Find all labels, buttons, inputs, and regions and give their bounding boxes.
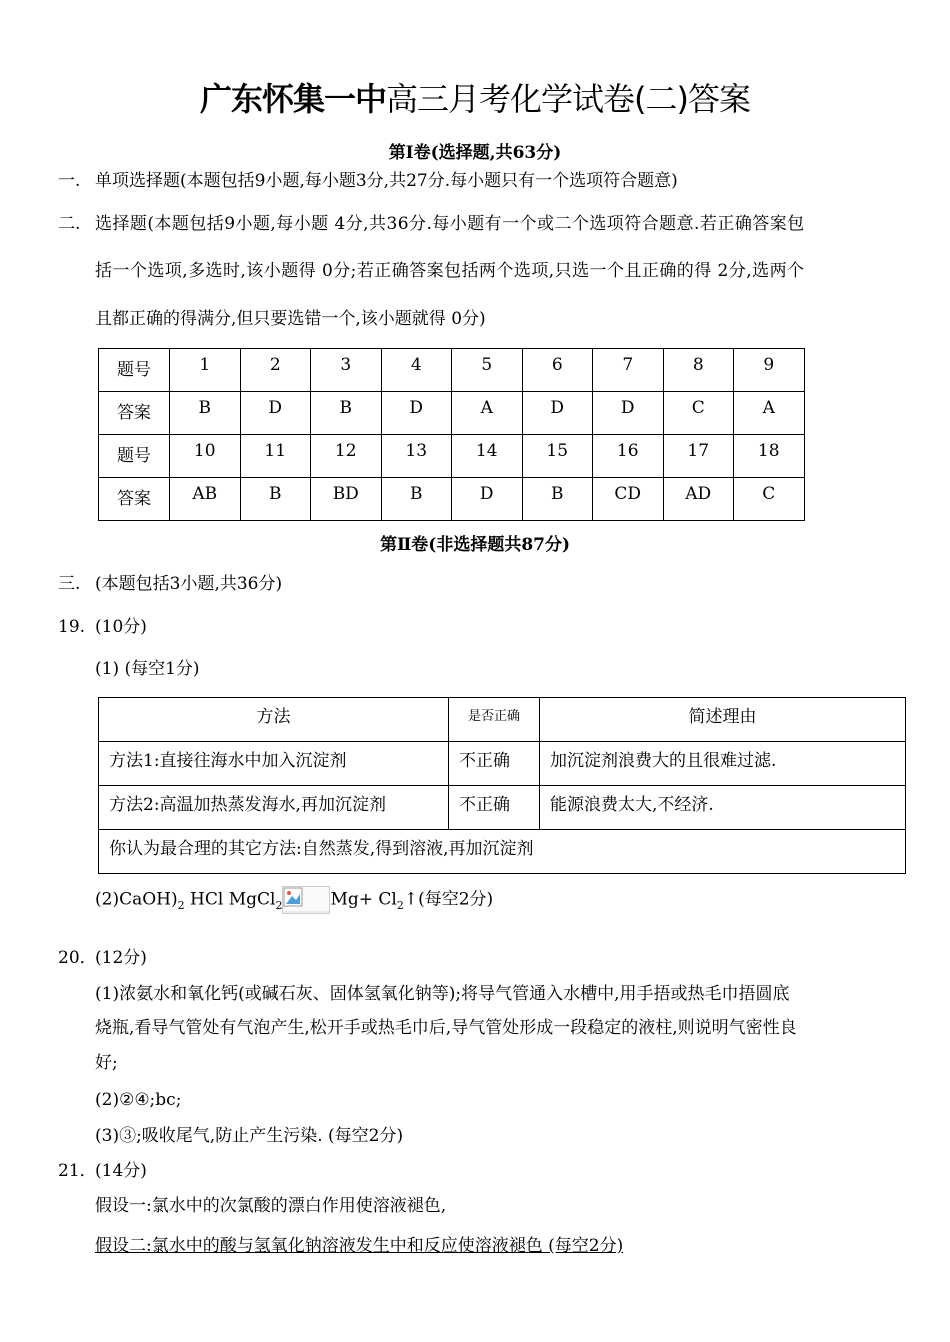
- answer: D: [381, 392, 452, 435]
- q-num: 1: [170, 349, 241, 392]
- reason-cell: 能源浪费太大,不经济.: [540, 786, 906, 830]
- broken-image-icon: [282, 886, 330, 914]
- answer: B: [240, 478, 311, 521]
- q-num: 16: [593, 435, 664, 478]
- answer: A: [734, 392, 805, 435]
- answer: D: [522, 392, 593, 435]
- q21-num: 21．: [58, 1161, 97, 1181]
- part2-heading: 第Ⅱ卷(非选择题共87分): [379, 535, 571, 555]
- table-row: [99, 349, 805, 392]
- q20-line: 好;: [95, 1053, 118, 1073]
- table-row: [99, 392, 805, 435]
- q-num: 11: [240, 435, 311, 478]
- a-label: 答案: [99, 478, 170, 521]
- q19-num: 19.: [58, 617, 86, 637]
- q19-score: (10分): [95, 617, 147, 637]
- answer: C: [734, 478, 805, 521]
- answer: CD: [593, 478, 664, 521]
- answer: B: [522, 478, 593, 521]
- section3-num: 三.: [58, 574, 81, 594]
- q20-line: (1)浓氨水和氧化钙(或碱石灰、固体氢氧化钠等);将导气管通入水槽中,用手捂或热毛巾捂圆底: [95, 984, 790, 1004]
- header-method: 方法: [99, 698, 449, 742]
- header-reason: 简述理由: [540, 698, 906, 742]
- q20-line: (3)③;吸收尾气,防止产生污染. (每空2分): [95, 1126, 404, 1146]
- section2-line: 且都正确的得满分,但只要选错一个,该小题就得 0分): [95, 309, 486, 329]
- correct-cell: 不正确: [449, 742, 540, 786]
- title-rest: 高三月考化学试卷(二)答案: [386, 80, 750, 118]
- answer: AD: [663, 478, 734, 521]
- section3-text: (本题包括3小题,共36分): [95, 574, 283, 594]
- answer: BD: [311, 478, 382, 521]
- q-num: 13: [381, 435, 452, 478]
- q-num: 5: [452, 349, 523, 392]
- q-num: 9: [734, 349, 805, 392]
- answer: A: [452, 392, 523, 435]
- q20-score: (12分): [95, 948, 147, 968]
- q-num: 4: [381, 349, 452, 392]
- subscript: 2: [275, 898, 283, 912]
- table-row: [99, 830, 906, 874]
- correct-cell: 不正确: [449, 786, 540, 830]
- q-label: 题号: [99, 349, 170, 392]
- q-num: 15: [522, 435, 593, 478]
- subscript: 2: [396, 898, 404, 912]
- page-title: [0, 74, 950, 120]
- header-correct: 是否正确: [449, 698, 540, 742]
- formula-text: Mg+ Cl: [330, 889, 397, 910]
- answer: AB: [170, 478, 241, 521]
- q-num: 18: [734, 435, 805, 478]
- section1-num: 一.: [58, 171, 81, 191]
- table-row: [99, 435, 805, 478]
- q-num: 6: [522, 349, 593, 392]
- answer: B: [170, 392, 241, 435]
- q20-num: 20．: [58, 948, 97, 968]
- subscript: 2: [177, 898, 185, 912]
- q-num: 12: [311, 435, 382, 478]
- method-table: [98, 697, 906, 874]
- section2-line: 选择题(本题包括9小题,每小题 4分,共36分.每小题有一个或二个选项符合题意.若正确答案包: [95, 214, 805, 234]
- q-num: 2: [240, 349, 311, 392]
- answer: D: [593, 392, 664, 435]
- q20-line: (2)②④;bc;: [95, 1090, 182, 1110]
- formula-text: HCl MgCl: [184, 889, 276, 910]
- answer: D: [452, 478, 523, 521]
- other-method-cell: 你认为最合理的其它方法:自然蒸发,得到溶液,再加沉淀剂: [99, 830, 906, 874]
- answer: B: [311, 392, 382, 435]
- q19-part1: (1) (每空1分): [95, 659, 200, 679]
- method-cell: 方法1:直接往海水中加入沉淀剂: [99, 742, 449, 786]
- answer: B: [381, 478, 452, 521]
- q-num: 14: [452, 435, 523, 478]
- formula-text: (2)CaOH): [95, 889, 178, 910]
- table-row: [99, 478, 805, 521]
- section2-line: 括一个选项,多选时,该小题得 0分;若正确答案包括两个选项,只选一个且正确的得 2分,选两个: [95, 261, 805, 281]
- section1-text: 单项选择题(本题包括9小题,每小题3分,共27分.每小题只有一个选项符合题意): [95, 171, 678, 191]
- answer: C: [663, 392, 734, 435]
- q-num: 7: [593, 349, 664, 392]
- table-row: [99, 698, 906, 742]
- q19-part2: [95, 886, 493, 916]
- q21-hypothesis-1: 假设一:氯水中的次氯酸的漂白作用使溶液褪色,: [95, 1196, 447, 1216]
- formula-text: ↑(每空2分): [403, 889, 494, 910]
- q21-score: (14分): [95, 1161, 147, 1181]
- table-row: [99, 786, 906, 830]
- q-num: 8: [663, 349, 734, 392]
- method-cell: 方法2:高温加热蒸发海水,再加沉淀剂: [99, 786, 449, 830]
- q20-line: 烧瓶,看导气管处有气泡产生,松开手或热毛巾后,导气管处形成一段稳定的液柱,则说明气密性良: [95, 1018, 797, 1038]
- q-num: 17: [663, 435, 734, 478]
- q21-hypothesis-2: 假设二:氯水中的酸与氢氧化钠溶液发生中和反应使溶液褪色 (每空2分): [95, 1236, 624, 1256]
- answer-table: [98, 348, 805, 521]
- answer: D: [240, 392, 311, 435]
- a-label: 答案: [99, 392, 170, 435]
- reason-cell: 加沉淀剂浪费大的且很难过滤.: [540, 742, 906, 786]
- q-num: 3: [311, 349, 382, 392]
- q-label: 题号: [99, 435, 170, 478]
- section2-num: 二.: [58, 214, 81, 234]
- title-school: 广东怀集一中: [200, 80, 387, 118]
- table-row: [99, 742, 906, 786]
- q-num: 10: [170, 435, 241, 478]
- part1-heading: 第Ⅰ卷(选择题,共63分): [388, 143, 562, 163]
